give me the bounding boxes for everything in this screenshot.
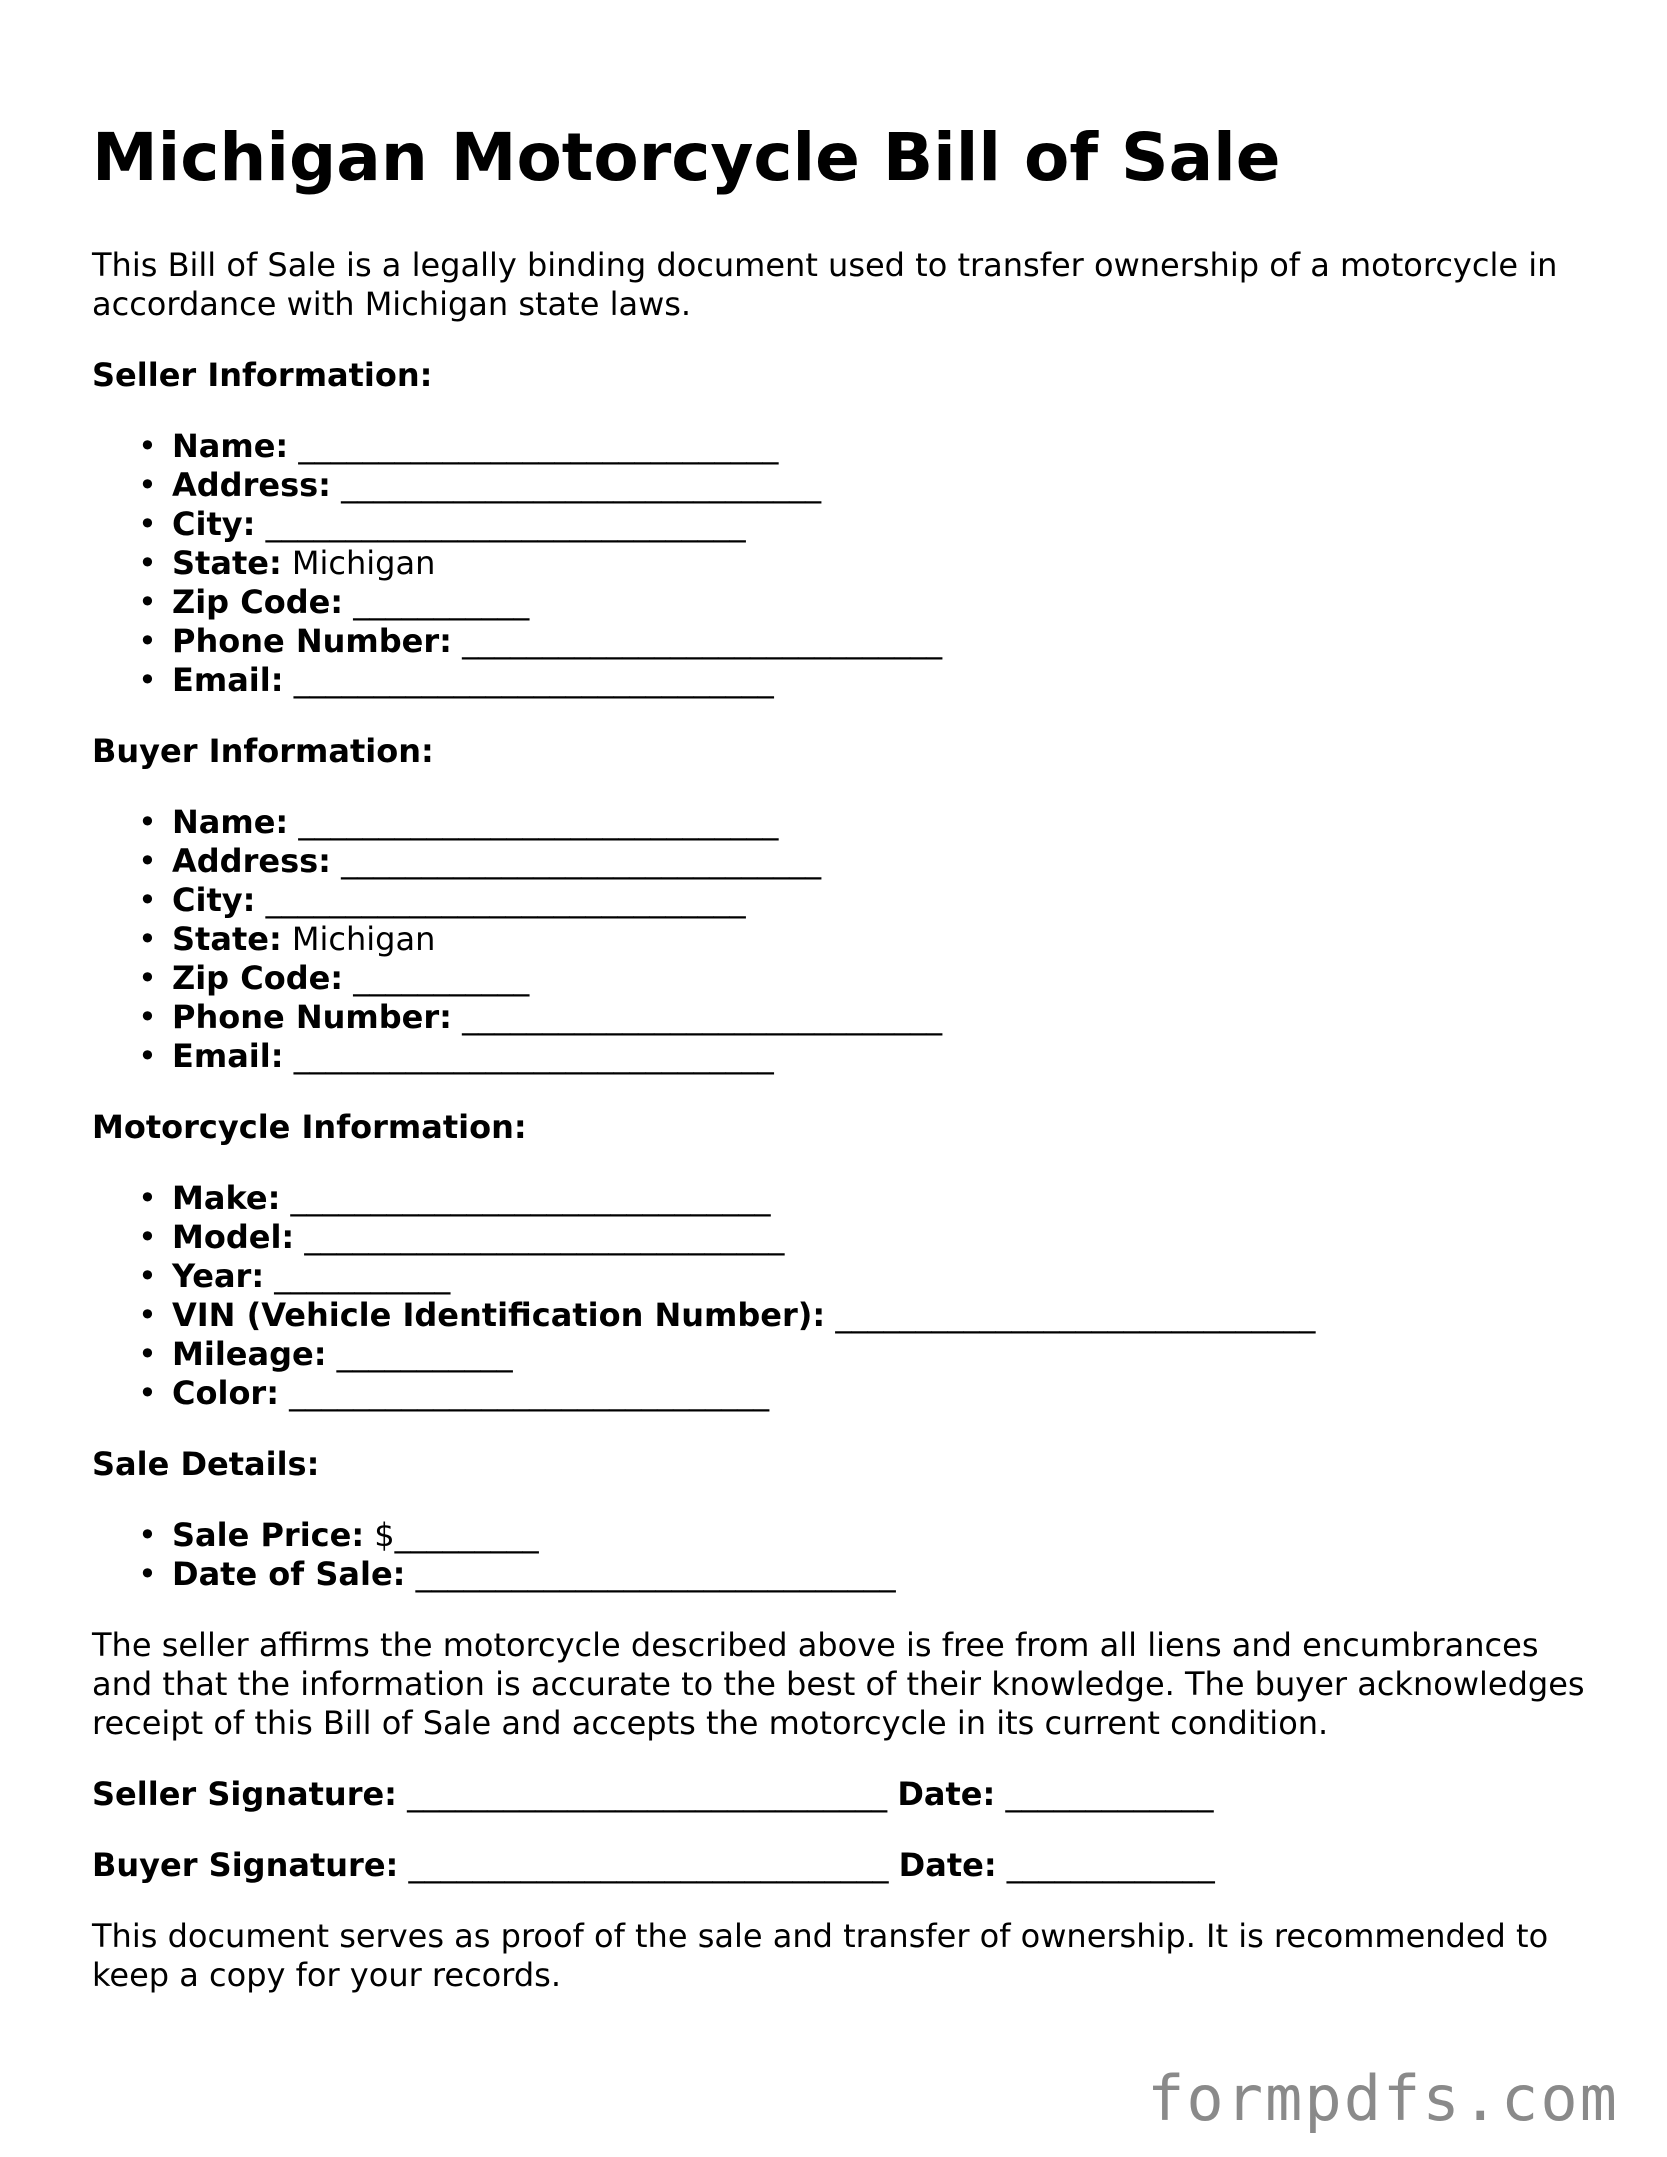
field-value: ______________________________ <box>415 1555 896 1593</box>
field-value: ______________________________ <box>265 505 746 543</box>
field-value: ___________ <box>353 583 530 621</box>
seller-date-label: Date: <box>897 1775 996 1813</box>
buyer-section-heading: Buyer Information: <box>92 732 434 770</box>
motorcycle-model-field[interactable] <box>172 1218 1592 1257</box>
seller-address-field[interactable] <box>172 466 1592 505</box>
field-value: ______________________________ <box>290 1179 771 1217</box>
seller-date-line[interactable]: _____________ <box>1005 1775 1214 1813</box>
motorcycle-mileage-field[interactable] <box>172 1335 1592 1374</box>
motorcycle-make-field[interactable] <box>172 1179 1592 1218</box>
field-value: Michigan <box>291 544 436 582</box>
seller-section-heading: Seller Information: <box>92 356 433 394</box>
field-label: State: <box>172 920 282 958</box>
field-value: ______________________________ <box>265 881 746 919</box>
seller-city-field[interactable] <box>172 505 1592 544</box>
motorcycle-year-field[interactable] <box>172 1257 1592 1296</box>
field-value: ______________________________ <box>289 1374 770 1412</box>
watermark-text: formpdfs.com <box>1147 2062 1619 2135</box>
sale-date-field[interactable] <box>172 1555 1592 1594</box>
buyer-address-field[interactable] <box>172 842 1592 881</box>
buyer-date-label: Date: <box>898 1846 997 1884</box>
field-label: Zip Code: <box>172 959 344 997</box>
buyer-signature-label: Buyer Signature: <box>92 1846 399 1884</box>
field-label: Phone Number: <box>172 622 452 660</box>
field-value: ______________________________ <box>341 466 822 504</box>
field-label: Address: <box>172 466 331 504</box>
field-label: City: <box>172 881 256 919</box>
field-value: ___________ <box>336 1335 513 1373</box>
field-label: Mileage: <box>172 1335 327 1373</box>
field-value: ______________________________ <box>298 427 779 465</box>
field-value: ______________________________ <box>304 1218 785 1256</box>
motorcycle-section-heading: Motorcycle Information: <box>92 1108 527 1146</box>
seller-signature-line[interactable]: ______________________________ <box>407 1775 888 1813</box>
buyer-state-field <box>172 920 1592 959</box>
field-label: Date of Sale: <box>172 1555 406 1593</box>
seller-state-field <box>172 544 1592 583</box>
field-label: State: <box>172 544 282 582</box>
seller-phone-field[interactable] <box>172 622 1592 661</box>
motorcycle-field-list <box>92 1179 1592 1413</box>
field-value: ______________________________ <box>462 998 943 1036</box>
closing-paragraph: This document serves as proof of the sale and transfer of ownership. It is recommended to keep a copy for your records. <box>92 1917 1549 1994</box>
field-label: VIN (Vehicle Identification Number): <box>172 1296 826 1334</box>
field-value: ______________________________ <box>293 1037 774 1075</box>
field-value: $_________ <box>374 1516 539 1554</box>
seller-signature-label: Seller Signature: <box>92 1775 397 1813</box>
field-value: ______________________________ <box>341 842 822 880</box>
buyer-zip-field[interactable] <box>172 959 1592 998</box>
motorcycle-vin-field[interactable] <box>172 1296 1592 1335</box>
seller-email-field[interactable] <box>172 661 1592 700</box>
field-label: Make: <box>172 1179 281 1217</box>
field-label: Year: <box>172 1257 265 1295</box>
buyer-field-list <box>92 803 1592 1076</box>
field-value: ______________________________ <box>835 1296 1316 1334</box>
sale-price-field[interactable] <box>172 1516 1592 1555</box>
field-label: Sale Price: <box>172 1516 365 1554</box>
seller-name-field[interactable] <box>172 427 1592 466</box>
seller-signature-row <box>92 1775 1592 1814</box>
sale-section-heading: Sale Details: <box>92 1445 320 1483</box>
seller-zip-field[interactable] <box>172 583 1592 622</box>
buyer-date-line[interactable]: _____________ <box>1006 1846 1215 1884</box>
field-label: Zip Code: <box>172 583 344 621</box>
intro-paragraph: This Bill of Sale is a legally binding document used to transfer ownership of a motorcycle in accordance with Michigan state laws. <box>92 246 1558 323</box>
field-label: Email: <box>172 661 284 699</box>
field-label: Email: <box>172 1037 284 1075</box>
field-label: Name: <box>172 803 289 841</box>
field-value: ___________ <box>274 1257 451 1295</box>
sale-field-list <box>92 1516 1592 1594</box>
buyer-city-field[interactable] <box>172 881 1592 920</box>
field-value: ______________________________ <box>462 622 943 660</box>
buyer-name-field[interactable] <box>172 803 1592 842</box>
buyer-signature-row <box>92 1846 1592 1885</box>
field-label: Name: <box>172 427 289 465</box>
field-label: Color: <box>172 1374 279 1412</box>
buyer-email-field[interactable] <box>172 1037 1592 1076</box>
field-value: ______________________________ <box>293 661 774 699</box>
field-label: Address: <box>172 842 331 880</box>
field-label: Model: <box>172 1218 295 1256</box>
seller-field-list <box>92 427 1592 700</box>
field-label: Phone Number: <box>172 998 452 1036</box>
field-value: ___________ <box>353 959 530 997</box>
document-title: Michigan Motorcycle Bill of Sale <box>92 119 1281 196</box>
field-value: ______________________________ <box>298 803 779 841</box>
field-value: Michigan <box>291 920 436 958</box>
affirmation-paragraph: The seller affirms the motorcycle described above is free from all liens and encumbrances and that the information is accurate to the best of their knowledge. The buyer acknowledges receipt of this Bill of Sale and accepts the motorcycle in its current condition. <box>92 1626 1585 1742</box>
document-page <box>92 118 1592 1995</box>
buyer-phone-field[interactable] <box>172 998 1592 1037</box>
buyer-signature-line[interactable]: ______________________________ <box>408 1846 889 1884</box>
motorcycle-color-field[interactable] <box>172 1374 1592 1413</box>
field-label: City: <box>172 505 256 543</box>
